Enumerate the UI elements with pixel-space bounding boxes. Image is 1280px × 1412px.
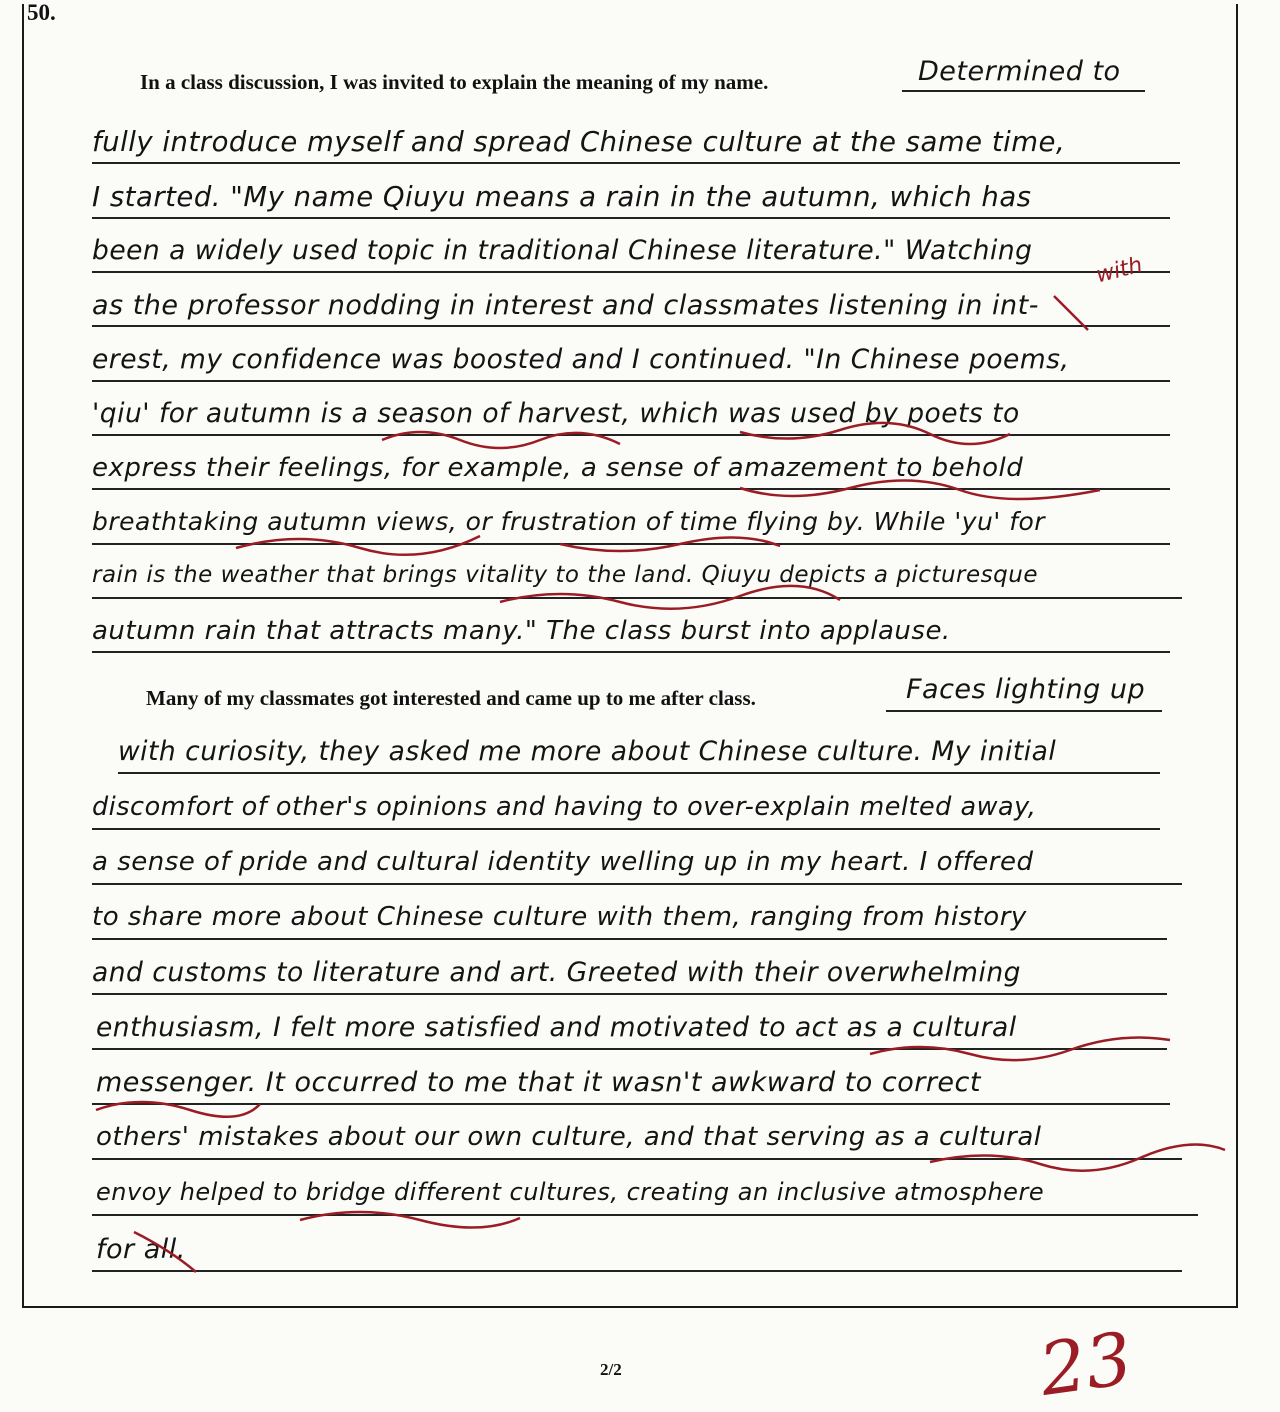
handwriting-line: others' mistakes about our own culture, and that serving as a cultural: [96, 1122, 1042, 1152]
score-mark: 23: [1034, 1316, 1138, 1412]
paragraph2-prompt: Many of my classmates got interested and came up to me after class.: [146, 686, 756, 710]
wavy-underline: [740, 480, 1100, 499]
handwriting-line: breathtaking autumn views, or frustration of time flying by. While 'yu' for: [92, 507, 1046, 536]
handwriting-line: I started. "My name Qiuyu means a rain in the autumn, which has: [92, 181, 1032, 213]
handwriting-line: autumn rain that attracts many." The class burst into applause.: [92, 616, 951, 646]
paragraph1-prompt: In a class discussion, I was invited to explain the meaning of my name.: [140, 70, 769, 94]
page-number: 2/2: [600, 1360, 622, 1379]
wavy-underline: [930, 1145, 1225, 1171]
handwriting-line: messenger. It occurred to me that it wasn't awkward to correct: [96, 1067, 981, 1098]
question-number: 50.: [27, 0, 56, 25]
wavy-underline: [300, 1212, 520, 1228]
check-mark: [134, 1232, 196, 1272]
handwriting-line: for all.: [96, 1234, 186, 1265]
handwriting-line: Determined to: [918, 56, 1121, 87]
handwriting-line: rain is the weather that brings vitality to the land. Qiuyu depicts a picturesque: [92, 562, 1038, 588]
wavy-underline: [382, 432, 620, 448]
handwriting-line: discomfort of other's opinions and having to over-explain melted away,: [92, 792, 1037, 822]
handwriting-line: Faces lighting up: [906, 674, 1146, 705]
wavy-underline: [500, 586, 840, 609]
wavy-underline: [236, 536, 480, 555]
handwriting-line: been a widely used topic in traditional Chinese literature." Watching: [92, 235, 1033, 266]
handwriting-line: express their feelings, for example, a sense of amazement to behold: [92, 453, 1024, 483]
handwriting-line: as the professor nodding in interest and classmates listening in int-: [92, 290, 1039, 321]
handwriting-line: and customs to literature and art. Greeted with their overwhelming: [92, 957, 1021, 988]
wavy-underline: [740, 423, 1010, 444]
handwriting-line: enthusiasm, I felt more satisfied and motivated to act as a cultural: [96, 1012, 1017, 1043]
wavy-underline: [96, 1102, 260, 1117]
wavy-underline: [870, 1038, 1170, 1061]
handwriting-line: erest, my confidence was boosted and I continued. "In Chinese poems,: [92, 344, 1070, 375]
strike-through-mark: [1054, 296, 1088, 330]
handwriting-line: fully introduce myself and spread Chinese culture at the same time,: [92, 126, 1066, 158]
handwriting-line: a sense of pride and cultural identity welling up in my heart. I offered: [92, 847, 1034, 877]
wavy-underline: [560, 537, 780, 551]
correction-insertion: with: [1093, 252, 1146, 289]
handwriting-line: with curiosity, they asked me more about Chinese culture. My initial: [118, 736, 1057, 767]
handwriting-line: to share more about Chinese culture with them, ranging from history: [92, 902, 1027, 932]
handwriting-line: 'qiu' for autumn is a season of harvest, which was used by poets to: [92, 398, 1020, 429]
handwriting-line: envoy helped to bridge different cultures, creating an inclusive atmosphere: [96, 1178, 1045, 1206]
